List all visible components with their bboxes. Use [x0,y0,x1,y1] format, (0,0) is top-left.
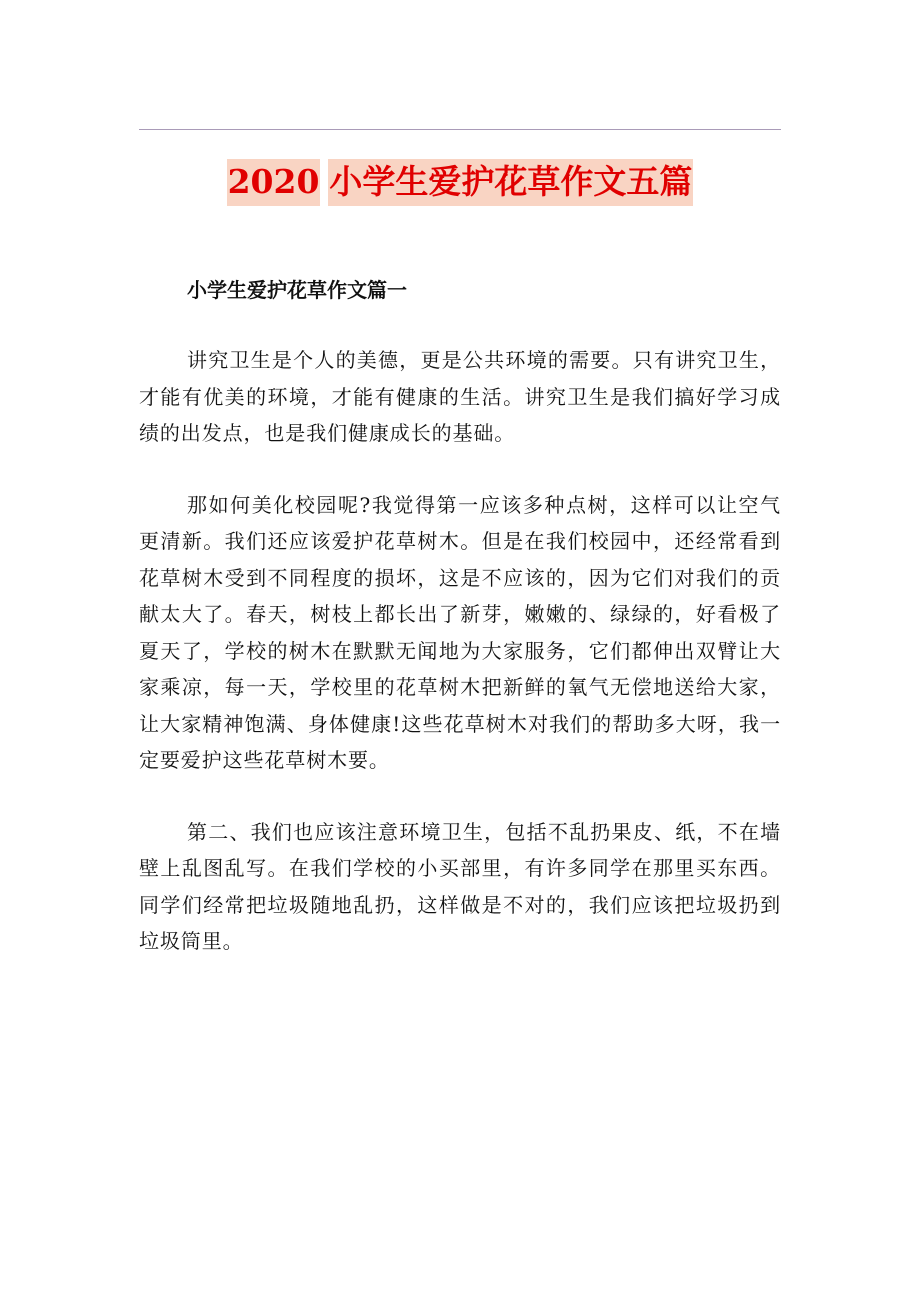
title-year: 2020 [227,159,321,206]
section-heading: 小学生爱护花草作文篇一 [187,278,407,302]
paragraph-3: 第二、我们也应该注意环境卫生，包括不乱扔果皮、纸，不在墙壁上乱图乱写。在我们学校的小买部里，有许多同学在那里买东西。同学们经常把垃圾随地乱扔，这样做是不对的，我们应该把垃圾扔到垃圾筒里。 [139,819,781,953]
document-body [139,272,781,995]
paragraph-2: 那如何美化校园呢?我觉得第一应该多种点树，这样可以让空气更清新。我们还应该爱护花草树木。但是在我们校园中，还经常看到花草树木受到不同程度的损坏，这是不应该的，因为它们对我们的贡献太大了。春天，树枝上都长出了新芽，嫩嫩的、绿绿的，好看极了夏天了，学校的树木在默默无闻地为大家服务，它们都伸出双臂让大家乘凉，每一天，学校里的花草树木把新鲜的氧气无偿地送给大家，让大家精神饱满、身体健康!这些花草树木对我们的帮助多大呀，我一定要爱护这些花草树木要。 [139,492,781,772]
document-title [0,157,920,207]
paragraph-1: 讲究卫生是个人的美德，更是公共环境的需要。只有讲究卫生，才能有优美的环境，才能有健康的生活。讲究卫生是我们搞好学习成绩的出发点，也是我们健康成长的基础。 [139,348,781,445]
title-text: 小学生爱护花草作文五篇 [328,159,693,206]
header-rule [139,129,781,130]
